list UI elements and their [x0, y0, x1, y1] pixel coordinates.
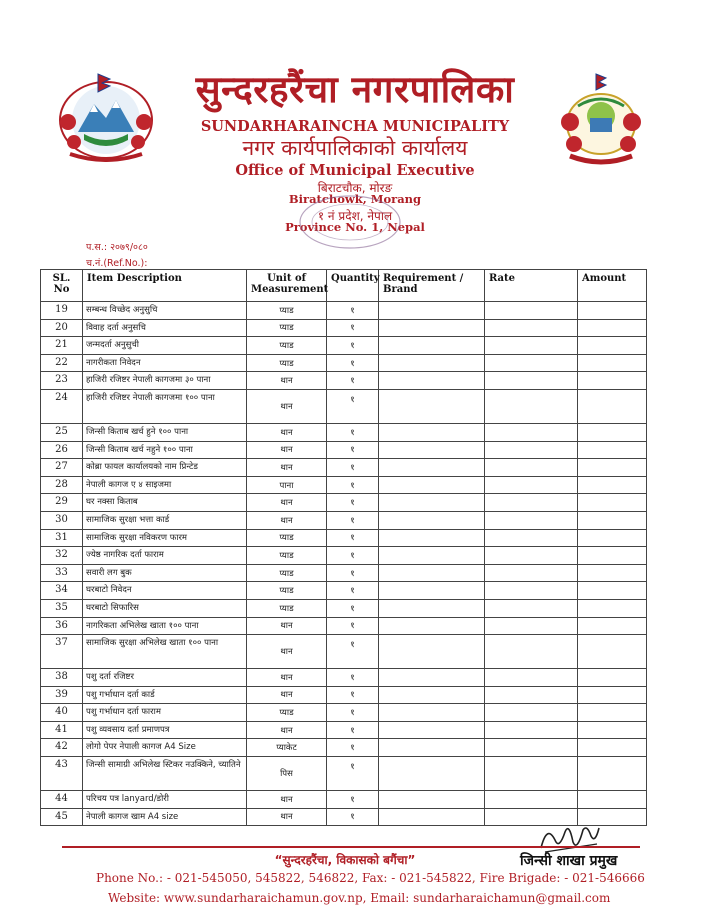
cell-quantity: १ [327, 476, 379, 494]
cell-amount [578, 791, 647, 809]
cell-quantity: १ [327, 635, 379, 669]
province-english: Province No. 1, Nepal [285, 220, 425, 234]
cell-unit: प्याकेट [247, 739, 327, 757]
cell-quantity: १ [327, 582, 379, 600]
cell-item-description: सामाजिक सुरक्षा अभिलेख खाता १०० पाना [83, 635, 247, 669]
cell-rate [485, 389, 578, 423]
table-row [41, 372, 647, 390]
cell-requirement-brand [379, 547, 485, 565]
nepal-government-emblem-icon [50, 70, 162, 162]
cell-quantity: १ [327, 791, 379, 809]
cell-quantity: १ [327, 617, 379, 635]
cell-rate [485, 635, 578, 669]
cell-item-description: कोब्रा फायल कार्यालयको नाम प्रिन्टेड [83, 459, 247, 477]
cell-requirement-brand [379, 441, 485, 459]
cell-requirement-brand [379, 302, 485, 320]
cell-rate [485, 441, 578, 459]
cell-quantity: १ [327, 599, 379, 617]
cell-requirement-brand [379, 686, 485, 704]
cell-unit: थान [247, 669, 327, 687]
cell-item-description: परिचय पत्र lanyard/डोरी [83, 791, 247, 809]
cell-requirement-brand [379, 564, 485, 582]
cell-rate [485, 757, 578, 791]
cell-unit: प्याड [247, 529, 327, 547]
reference-cn: च.नं.(Ref.No.): [86, 258, 148, 269]
cell-amount [578, 547, 647, 565]
cell-quantity: १ [327, 704, 379, 722]
cell-amount [578, 302, 647, 320]
cell-requirement-brand [379, 494, 485, 512]
cell-requirement-brand [379, 669, 485, 687]
cell-item-description: सम्बन्ध विच्छेद अनुसुचि [83, 302, 247, 320]
cell-item-description: घरबाटो निवेदन [83, 582, 247, 600]
cell-amount [578, 337, 647, 355]
cell-sl-no: 36 [41, 617, 83, 635]
cell-requirement-brand [379, 721, 485, 739]
cell-rate [485, 529, 578, 547]
cell-item-description: पशु गर्भाधान दर्ता कार्ड [83, 686, 247, 704]
cell-quantity: १ [327, 564, 379, 582]
cell-amount [578, 441, 647, 459]
cell-amount [578, 564, 647, 582]
cell-requirement-brand [379, 791, 485, 809]
cell-sl-no: 31 [41, 529, 83, 547]
cell-item-description: नागरीकता निवेदन [83, 354, 247, 372]
table-row [41, 599, 647, 617]
cell-sl-no: 43 [41, 757, 83, 791]
cell-sl-no: 33 [41, 564, 83, 582]
cell-rate [485, 686, 578, 704]
cell-item-description: लोगो पेपर नेपाली कागज A4 Size [83, 739, 247, 757]
cell-sl-no: 23 [41, 372, 83, 390]
cell-sl-no: 21 [41, 337, 83, 355]
table-row [41, 494, 647, 512]
cell-amount [578, 757, 647, 791]
cell-unit: थान [247, 423, 327, 441]
cell-amount [578, 372, 647, 390]
table-header-row [41, 270, 647, 302]
cell-quantity: १ [327, 441, 379, 459]
header-item-description: Item Description [83, 270, 247, 302]
cell-item-description: पशु गर्भाधान दर्ता फाराम [83, 704, 247, 722]
cell-item-description: सवारी लग बुक [83, 564, 247, 582]
table-row [41, 547, 647, 565]
cell-amount [578, 459, 647, 477]
cell-rate [485, 494, 578, 512]
cell-item-description: नेपाली कागज ए ४ साइजमा [83, 476, 247, 494]
province-nepali: १ नं प्रदेश, नेपाल [317, 209, 393, 223]
cell-quantity: १ [327, 302, 379, 320]
cell-unit: पाना [247, 476, 327, 494]
cell-sl-no: 42 [41, 739, 83, 757]
header-unit-of-measurement: Unit of Measurement [247, 270, 327, 302]
items-table [40, 269, 647, 826]
cell-amount [578, 635, 647, 669]
table-row [41, 791, 647, 809]
header-rate: Rate [485, 270, 578, 302]
items-table-container [40, 269, 646, 826]
cell-unit: थान [247, 721, 327, 739]
cell-rate [485, 302, 578, 320]
cell-amount [578, 354, 647, 372]
cell-amount [578, 739, 647, 757]
cell-sl-no: 39 [41, 686, 83, 704]
cell-requirement-brand [379, 389, 485, 423]
cell-amount [578, 476, 647, 494]
cell-item-description: विवाह दर्ता अनुसचि [83, 319, 247, 337]
table-row [41, 669, 647, 687]
cell-unit: प्याड [247, 337, 327, 355]
header-amount: Amount [578, 270, 647, 302]
cell-requirement-brand [379, 476, 485, 494]
cell-amount [578, 582, 647, 600]
cell-sl-no: 34 [41, 582, 83, 600]
cell-item-description: सामाजिक सुरक्षा भत्ता कार्ड [83, 511, 247, 529]
cell-rate [485, 564, 578, 582]
cell-quantity: १ [327, 494, 379, 512]
cell-unit: प्याड [247, 319, 327, 337]
cell-quantity: १ [327, 757, 379, 791]
cell-sl-no: 30 [41, 511, 83, 529]
office-stamp-icon [290, 192, 410, 254]
address-english: Biratchowk, Morang [288, 192, 422, 206]
table-row [41, 476, 647, 494]
cell-requirement-brand [379, 423, 485, 441]
cell-unit: प्याड [247, 547, 327, 565]
cell-rate [485, 582, 578, 600]
cell-amount [578, 319, 647, 337]
cell-rate [485, 721, 578, 739]
cell-requirement-brand [379, 354, 485, 372]
cell-sl-no: 38 [41, 669, 83, 687]
cell-unit: थान [247, 389, 327, 423]
municipality-title-english: SUNDARHARAINCHA MUNICIPALITY [200, 118, 510, 135]
cell-amount [578, 617, 647, 635]
cell-item-description: नेपाली कागज खाम A4 size [83, 808, 247, 826]
cell-requirement-brand [379, 337, 485, 355]
cell-amount [578, 721, 647, 739]
cell-sl-no: 24 [41, 389, 83, 423]
cell-rate [485, 704, 578, 722]
cell-sl-no: 37 [41, 635, 83, 669]
table-row [41, 441, 647, 459]
table-row [41, 389, 647, 423]
cell-rate [485, 423, 578, 441]
table-row [41, 704, 647, 722]
cell-quantity: १ [327, 686, 379, 704]
cell-quantity: १ [327, 423, 379, 441]
cell-amount [578, 704, 647, 722]
cell-amount [578, 599, 647, 617]
cell-sl-no: 28 [41, 476, 83, 494]
table-row [41, 459, 647, 477]
cell-quantity: १ [327, 459, 379, 477]
cell-quantity: १ [327, 547, 379, 565]
cell-quantity: १ [327, 511, 379, 529]
footer-phone: Phone No.: - 021-545050, 545822, 546822, Fax: - 021-545822, Fire Brigade: - 021-546666 [96, 871, 645, 885]
footer-website: Website: www.sundarharaichamun.gov.np, Email: sundarharaichamun@gmail.com [108, 891, 611, 905]
cell-item-description: पशु व्यवसाय दर्ता प्रमाणपत्र [83, 721, 247, 739]
cell-rate [485, 599, 578, 617]
cell-quantity: १ [327, 739, 379, 757]
cell-unit: प्याड [247, 564, 327, 582]
cell-unit: प्याड [247, 599, 327, 617]
cell-sl-no: 40 [41, 704, 83, 722]
table-row [41, 354, 647, 372]
cell-sl-no: 29 [41, 494, 83, 512]
cell-rate [485, 669, 578, 687]
cell-amount [578, 423, 647, 441]
cell-requirement-brand [379, 757, 485, 791]
table-row [41, 582, 647, 600]
cell-rate [485, 739, 578, 757]
cell-quantity: १ [327, 721, 379, 739]
cell-unit: पिस [247, 757, 327, 791]
cell-amount [578, 686, 647, 704]
cell-item-description: जन्मदर्ता अनुसुची [83, 337, 247, 355]
cell-rate [485, 617, 578, 635]
municipality-emblem-icon [556, 72, 646, 168]
cell-sl-no: 35 [41, 599, 83, 617]
header-requirement-brand: Requirement / Brand [379, 270, 485, 302]
cell-unit: प्याड [247, 302, 327, 320]
table-row [41, 511, 647, 529]
table-row [41, 423, 647, 441]
table-row [41, 721, 647, 739]
cell-amount [578, 389, 647, 423]
cell-requirement-brand [379, 319, 485, 337]
cell-requirement-brand [379, 372, 485, 390]
cell-quantity: १ [327, 529, 379, 547]
cell-item-description: घर नक्सा किताब [83, 494, 247, 512]
cell-unit: थान [247, 372, 327, 390]
cell-item-description: घरबाटो सिफारिस [83, 599, 247, 617]
table-row [41, 739, 647, 757]
cell-rate [485, 354, 578, 372]
header-quantity: Quantity [327, 270, 379, 302]
cell-item-description: पशु दर्ता रजिष्टर [83, 669, 247, 687]
cell-requirement-brand [379, 582, 485, 600]
cell-unit: थान [247, 791, 327, 809]
cell-requirement-brand [379, 599, 485, 617]
cell-unit: थान [247, 635, 327, 669]
cell-quantity: १ [327, 669, 379, 687]
cell-quantity: १ [327, 389, 379, 423]
cell-item-description: सामाजिक सुरक्षा नविकरण फारम [83, 529, 247, 547]
table-row [41, 635, 647, 669]
cell-unit: थान [247, 617, 327, 635]
table-row [41, 757, 647, 791]
table-row [41, 529, 647, 547]
cell-quantity: १ [327, 337, 379, 355]
cell-amount [578, 529, 647, 547]
cell-requirement-brand [379, 617, 485, 635]
footer-divider [62, 846, 640, 848]
cell-item-description: जिन्सी किताब खर्च नहुने १०० पाना [83, 441, 247, 459]
cell-requirement-brand [379, 808, 485, 826]
cell-unit: थान [247, 459, 327, 477]
cell-sl-no: 22 [41, 354, 83, 372]
header-sl-no: SL. No [41, 270, 83, 302]
cell-rate [485, 547, 578, 565]
cell-amount [578, 494, 647, 512]
cell-item-description: जिन्सी किताब खर्च हुने १०० पाना [83, 423, 247, 441]
cell-unit: प्याड [247, 704, 327, 722]
cell-sl-no: 25 [41, 423, 83, 441]
cell-requirement-brand [379, 704, 485, 722]
cell-requirement-brand [379, 529, 485, 547]
cell-requirement-brand [379, 739, 485, 757]
cell-amount [578, 511, 647, 529]
cell-unit: थान [247, 441, 327, 459]
table-row [41, 686, 647, 704]
address-nepali: बिराटचौक, मोरङ [317, 181, 393, 195]
cell-sl-no: 32 [41, 547, 83, 565]
cell-rate [485, 511, 578, 529]
cell-quantity: १ [327, 319, 379, 337]
table-row [41, 617, 647, 635]
cell-sl-no: 20 [41, 319, 83, 337]
cell-rate [485, 337, 578, 355]
cell-rate [485, 319, 578, 337]
table-row [41, 319, 647, 337]
cell-sl-no: 19 [41, 302, 83, 320]
cell-sl-no: 45 [41, 808, 83, 826]
store-section-head-title: जिन्सी शाखा प्रमुख [520, 853, 618, 869]
cell-unit: थान [247, 511, 327, 529]
office-title-nepali: नगर कार्यपालिकाको कार्यालय [242, 136, 468, 160]
cell-quantity: १ [327, 372, 379, 390]
cell-rate [485, 459, 578, 477]
cell-unit: थान [247, 808, 327, 826]
cell-item-description: जिन्सी सामाग्री अभिलेख स्टिकर नउक्किने, च्यातिने [83, 757, 247, 791]
footer-slogan: “सुन्दरहरैंचा, विकासको बगैंचा” [274, 853, 416, 867]
cell-requirement-brand [379, 459, 485, 477]
table-row [41, 302, 647, 320]
municipality-title-nepali: सुन्दरहरैंचा नगरपालिका [195, 68, 515, 111]
cell-sl-no: 41 [41, 721, 83, 739]
cell-amount [578, 669, 647, 687]
cell-sl-no: 27 [41, 459, 83, 477]
cell-unit: प्याड [247, 354, 327, 372]
cell-item-description: हाजिरी रजिष्टर नेपाली कागजमा १०० पाना [83, 389, 247, 423]
cell-item-description: ज्येष्ठ नागरिक दर्ता फाराम [83, 547, 247, 565]
cell-requirement-brand [379, 511, 485, 529]
office-title-english: Office of Municipal Executive [235, 162, 475, 179]
cell-quantity: १ [327, 808, 379, 826]
cell-unit: थान [247, 494, 327, 512]
table-row [41, 564, 647, 582]
reference-ps: प.स.: २०७९/०८० [86, 242, 148, 253]
table-row [41, 337, 647, 355]
cell-rate [485, 372, 578, 390]
cell-requirement-brand [379, 635, 485, 669]
cell-rate [485, 476, 578, 494]
cell-sl-no: 26 [41, 441, 83, 459]
cell-unit: प्याड [247, 582, 327, 600]
cell-rate [485, 791, 578, 809]
cell-item-description: हाजिरी रजिष्टर नेपाली कागजमा ३० पाना [83, 372, 247, 390]
cell-quantity: १ [327, 354, 379, 372]
cell-sl-no: 44 [41, 791, 83, 809]
cell-unit: थान [247, 686, 327, 704]
cell-item-description: नागरिकता अभिलेख खाता १०० पाना [83, 617, 247, 635]
